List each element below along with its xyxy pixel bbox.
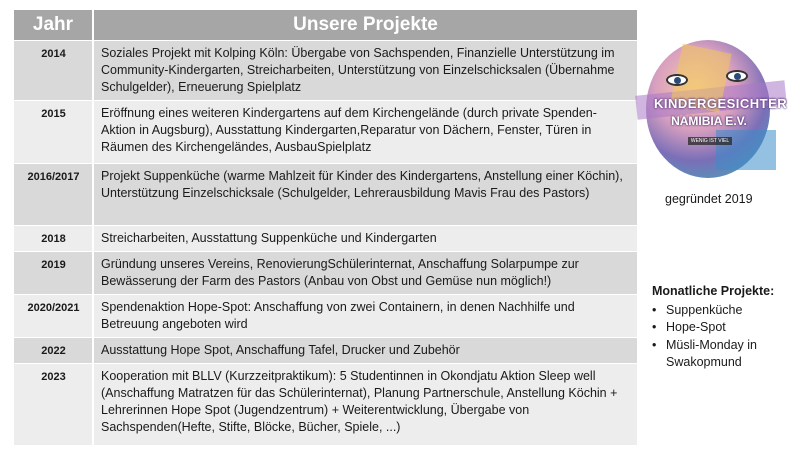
list-item: • Hope-Spot — [652, 319, 790, 337]
logo-eye-icon — [726, 70, 748, 82]
monthly-projects — [652, 283, 790, 372]
row-year: 2019 — [14, 251, 93, 294]
table-header-row — [14, 10, 637, 40]
monthly-projects-list — [652, 302, 790, 372]
founded-caption: gegründet 2019 — [665, 192, 753, 206]
row-projects: Projekt Suppenküche (warme Mahlzeit für Kinder des Kindergartens, Anstellung einer Köchin), Unterstützung Einzelschicksale (Schulgelder, Lehrerausbildung Mavis Frau des Pastors) — [93, 163, 637, 225]
logo-text-line3: WENIG IST VIEL — [688, 137, 732, 145]
row-year: 2020/2021 — [14, 294, 93, 337]
row-year: 2016/2017 — [14, 163, 93, 225]
row-year: 2015 — [14, 100, 93, 163]
row-projects: Gründung unseres Vereins, RenovierungSchülerinternat, Anschaffung Solarpumpe zur Bewässerung der Farm des Pastors (Anbau von Obst und Gemüse nun möglich!) — [93, 251, 637, 294]
projects-table — [14, 10, 637, 446]
row-projects: Eröffnung eines weiteren Kindergartens auf dem Kirchengelände (durch private Spenden-Aktion in Augsburg), Ausstattung Kindergarten,Reparatur von Dächern, Fenster, Türen in Räumen des Kirchengeländes, AusbauSpielplatz — [93, 100, 637, 163]
row-projects: Ausstattung Hope Spot, Anschaffung Tafel, Drucker und Zubehör — [93, 337, 637, 363]
table-row — [14, 363, 637, 445]
table-row — [14, 163, 637, 225]
monthly-projects-title: Monatliche Projekte: — [652, 284, 775, 298]
logo-text-line2: NAMIBIA E.V. — [671, 114, 747, 128]
row-projects: Spendenaktion Hope-Spot: Anschaffung von zwei Containern, in denen Nachhilfe und Betreuung angeboten wird — [93, 294, 637, 337]
table-row — [14, 40, 637, 100]
table-row — [14, 225, 637, 251]
logo-text-line1: KINDERGESICHTER — [654, 96, 788, 111]
row-projects: Kooperation mit BLLV (Kurzzeitpraktikum): 5 Studentinnen in Okondjatu Aktion Sleep well (Anschaffung Matratzen für das Schülerinternat), Planung Partnerschule, Anstellung Köchin + Lehrerinnen Hope Spot (Jugendzentrum) + Weiterentwicklung, Übergabe von Sachspenden(Hefte, Stifte, Blöcke, Bücher, Spiele, ...) — [93, 363, 637, 445]
row-year: 2018 — [14, 225, 93, 251]
list-item: • Suppenküche — [652, 302, 790, 320]
row-year: 2014 — [14, 40, 93, 100]
logo-band — [716, 130, 776, 170]
header-projects: Unsere Projekte — [93, 10, 637, 40]
list-item: • Müsli-Monday in Swakopmund — [652, 337, 790, 372]
organization-logo — [646, 40, 788, 178]
table-row — [14, 294, 637, 337]
logo-eye-icon — [666, 74, 688, 86]
table-row — [14, 251, 637, 294]
row-year: 2022 — [14, 337, 93, 363]
row-year: 2023 — [14, 363, 93, 445]
table-row — [14, 337, 637, 363]
header-year: Jahr — [14, 10, 93, 40]
table-row — [14, 100, 637, 163]
row-projects: Streicharbeiten, Ausstattung Suppenküche und Kindergarten — [93, 225, 637, 251]
row-projects: Soziales Projekt mit Kolping Köln: Übergabe von Sachspenden, Finanzielle Unterstützung im Community-Kindergarten, Streicharbeiten, Unterstützung von Einzelschicksalen (Übernahme Schulgelder), Erneuerung Spielplatz — [93, 40, 637, 100]
